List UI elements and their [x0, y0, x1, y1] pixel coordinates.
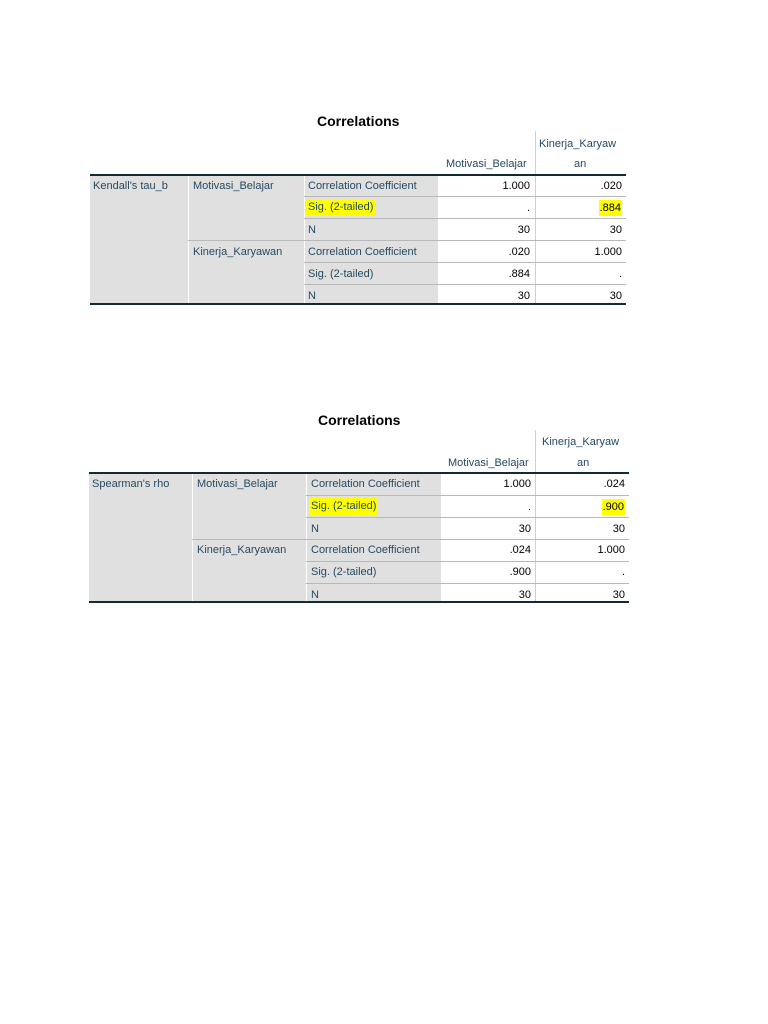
value-cell-highlighted	[536, 496, 629, 518]
value-cell: 30	[609, 224, 622, 236]
stat-label: N	[311, 523, 319, 535]
value-cell: 1.000	[594, 246, 622, 258]
value-cell: .024	[509, 544, 531, 556]
value-cell: .	[618, 268, 622, 280]
variable-label: Motivasi_Belajar	[193, 180, 274, 192]
value-cell: 30	[609, 290, 622, 302]
col-header-kinerja-line2: an	[577, 457, 590, 469]
variable-label: Motivasi_Belajar	[197, 478, 278, 490]
col-header-motivasi: Motivasi_Belajar	[446, 158, 527, 170]
value-cell: .020	[600, 180, 622, 192]
value-cell: 1.000	[502, 180, 530, 192]
col-header-kinerja-line1: Kinerja_Karyaw	[539, 138, 617, 150]
highlighted-value: .900	[602, 501, 624, 513]
value-cell: .020	[508, 246, 530, 258]
stat-label: Correlation Coefficient	[308, 180, 417, 192]
table-title: Correlations	[318, 412, 401, 428]
value-cell: 30	[517, 290, 530, 302]
value-cell: .024	[603, 478, 625, 490]
stat-label: N	[308, 290, 316, 302]
value-cell: .	[621, 566, 625, 578]
value-cell: .900	[509, 566, 531, 578]
table-title: Correlations	[317, 113, 400, 129]
method-label: Kendall's tau_b	[93, 180, 168, 192]
value-cell: 30	[612, 523, 625, 535]
variable-label: Kinerja_Karyawan	[193, 246, 283, 258]
stat-label-highlighted: Sig. (2-tailed)	[306, 199, 375, 216]
stat-label: Sig. (2-tailed)	[311, 566, 377, 578]
col-header-kinerja-line1: Kinerja_Karyaw	[542, 436, 620, 448]
col-header-kinerja-line2: an	[574, 158, 587, 170]
value-cell: 30	[518, 589, 531, 601]
value-cell: 1.000	[503, 478, 531, 490]
stat-label: N	[308, 224, 316, 236]
value-cell: 1.000	[597, 544, 625, 556]
highlighted-value: .884	[599, 202, 621, 214]
footer-rule	[90, 303, 626, 305]
value-cell: .	[526, 202, 530, 214]
stat-label: Correlation Coefficient	[311, 544, 420, 556]
variable-label: Kinerja_Karyawan	[197, 544, 287, 556]
stat-label: Correlation Coefficient	[311, 478, 420, 490]
col-header-motivasi: Motivasi_Belajar	[448, 457, 529, 469]
footer-rule	[89, 601, 629, 603]
value-cell: .884	[508, 268, 530, 280]
stat-label: Correlation Coefficient	[308, 246, 417, 258]
method-label: Spearman's rho	[92, 478, 170, 490]
value-cell: 30	[612, 589, 625, 601]
value-cell: .	[527, 501, 531, 513]
stat-label: N	[311, 589, 319, 601]
header-divider	[535, 131, 536, 175]
value-cell-highlighted	[536, 197, 626, 219]
value-cell: 30	[518, 523, 531, 535]
stat-label-highlighted: Sig. (2-tailed)	[309, 498, 378, 515]
value-cell: 30	[517, 224, 530, 236]
header-divider	[535, 430, 536, 474]
stat-label: Sig. (2-tailed)	[308, 268, 374, 280]
